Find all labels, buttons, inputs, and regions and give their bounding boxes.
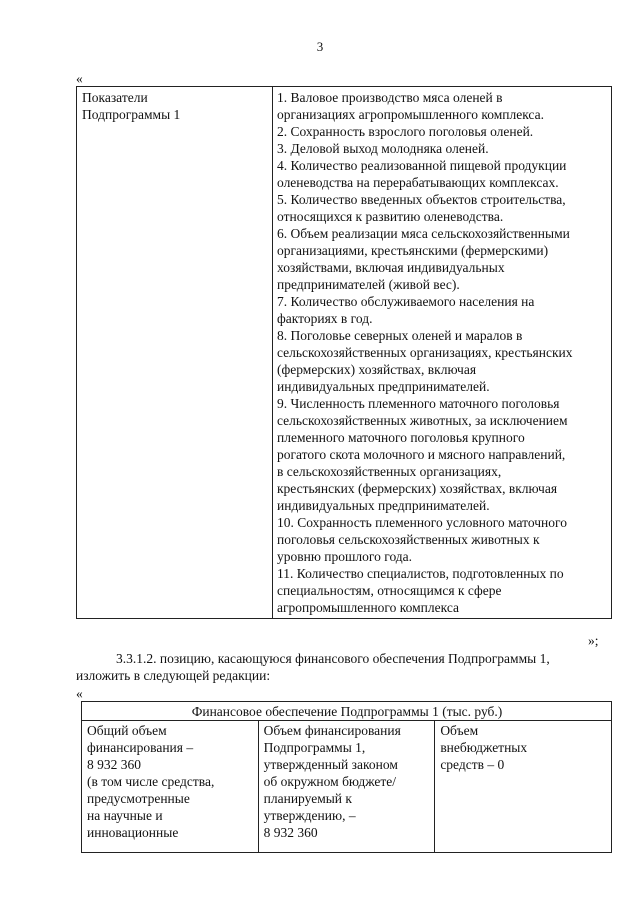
indicator-line: 1. Валовое производство мяса оленей в [277, 90, 503, 105]
indicator-line: 2. Сохранность взрослого поголовья оленей. [277, 124, 534, 139]
indicators-table [76, 86, 612, 619]
subprogram-financing-line: планируемый к [263, 791, 352, 806]
total-financing-line: Общий объем [87, 723, 167, 738]
total-financing-line: на научные и [87, 808, 163, 823]
indicator-line: 5. Количество введенных объектов строительства, [277, 192, 566, 207]
indicator-line: 8. Поголовье северных оленей и маралов в [277, 328, 523, 343]
total-financing-line: (в том числе средства, [87, 774, 215, 789]
indicator-line: 9. Численность племенного маточного поголовья [277, 396, 560, 411]
subprogram-financing-line: утверждению, – [263, 808, 356, 823]
indicator-line: организациях агропромышленного комплекса. [277, 107, 544, 122]
total-financing-line: финансирования – [87, 740, 194, 755]
opening-quote: « [76, 71, 83, 86]
extrabudgetary-line: Объем [440, 723, 479, 738]
indicator-line: агропромышленного комплекса [277, 600, 459, 615]
indicator-line: поголовья сельскохозяйственных животных к [277, 532, 540, 547]
page-number: 3 [316, 39, 324, 54]
extrabudgetary-line: внебюджетных [440, 740, 528, 755]
indicator-line: уровню прошлого года. [277, 549, 413, 564]
indicator-line: сельскохозяйственных организациях, крестьянских [277, 345, 573, 360]
indicator-line: племенного маточного поголовья крупного [277, 430, 525, 445]
amendment-paragraph [76, 650, 612, 684]
extrabudgetary-cell [435, 721, 612, 853]
subprogram-financing-line: Объем финансирования [263, 723, 401, 738]
indicator-line: крестьянских (фермерских) хозяйствах, включая [277, 481, 558, 496]
closing-quote: »; [588, 633, 599, 648]
indicator-line: оленеводства на перерабатывающих комплексах. [277, 175, 559, 190]
indicator-line: 6. Объем реализации мяса сельскохозяйственными [277, 226, 570, 241]
indicator-line: 10. Сохранность племенного условного маточного [277, 515, 567, 530]
paragraph-line: изложить в следующей редакции: [76, 668, 271, 683]
extrabudgetary-line: средств – 0 [440, 757, 505, 772]
indicators-label-line: Подпрограммы 1 [82, 107, 181, 122]
total-financing-line: 8 932 360 [87, 757, 141, 772]
total-financing-line: инновационные [87, 825, 179, 840]
subprogram-financing-cell [258, 721, 435, 853]
financing-table-header: Финансовое обеспечение Подпрограммы 1 (тыс. руб.) [82, 702, 612, 721]
subprogram-financing-line: об окружном бюджете/ [263, 774, 396, 789]
total-financing-line: предусмотренные [87, 791, 190, 806]
opening-quote: « [76, 686, 83, 701]
indicator-line: хозяйствами, включая индивидуальных [277, 260, 505, 275]
financing-table [81, 701, 612, 853]
indicators-label-cell [77, 87, 273, 619]
indicator-line: факториях в год. [277, 311, 373, 326]
indicators-list-cell [273, 87, 612, 619]
subprogram-financing-line: Подпрограммы 1, [263, 740, 366, 755]
subprogram-financing-line: утвержденный законом [263, 757, 398, 772]
indicator-line: специальностям, относящимся к сфере [277, 583, 502, 598]
indicator-line: 11. Количество специалистов, подготовленных по [277, 566, 564, 581]
indicator-line: 3. Деловой выход молодняка оленей. [277, 141, 489, 156]
indicator-line: 4. Количество реализованной пищевой продукции [277, 158, 567, 173]
indicator-line: предпринимателей (живой вес). [277, 277, 460, 292]
indicator-line: организациями, крестьянскими (фермерскими) [277, 243, 549, 258]
total-financing-cell [82, 721, 259, 853]
subprogram-financing-line: 8 932 360 [263, 825, 318, 840]
indicator-line: индивидуальных предпринимателей. [277, 498, 490, 513]
indicator-line: сельскохозяйственных животных, за исключением [277, 413, 568, 428]
indicator-line: индивидуальных предпринимателей. [277, 379, 490, 394]
paragraph-line: 3.3.1.2. позицию, касающуюся финансового обеспечения Подпрограммы 1, [116, 651, 550, 666]
indicator-line: 7. Количество обслуживаемого населения на [277, 294, 535, 309]
indicator-line: в сельскохозяйственных организациях, [277, 464, 502, 479]
indicators-label-line: Показатели [82, 90, 148, 105]
indicator-line: (фермерских) хозяйствах, включая [277, 362, 477, 377]
indicator-line: относящихся к развитию оленеводства. [277, 209, 504, 224]
indicator-line: рогатого скота молочного и мясного направлений, [277, 447, 566, 462]
